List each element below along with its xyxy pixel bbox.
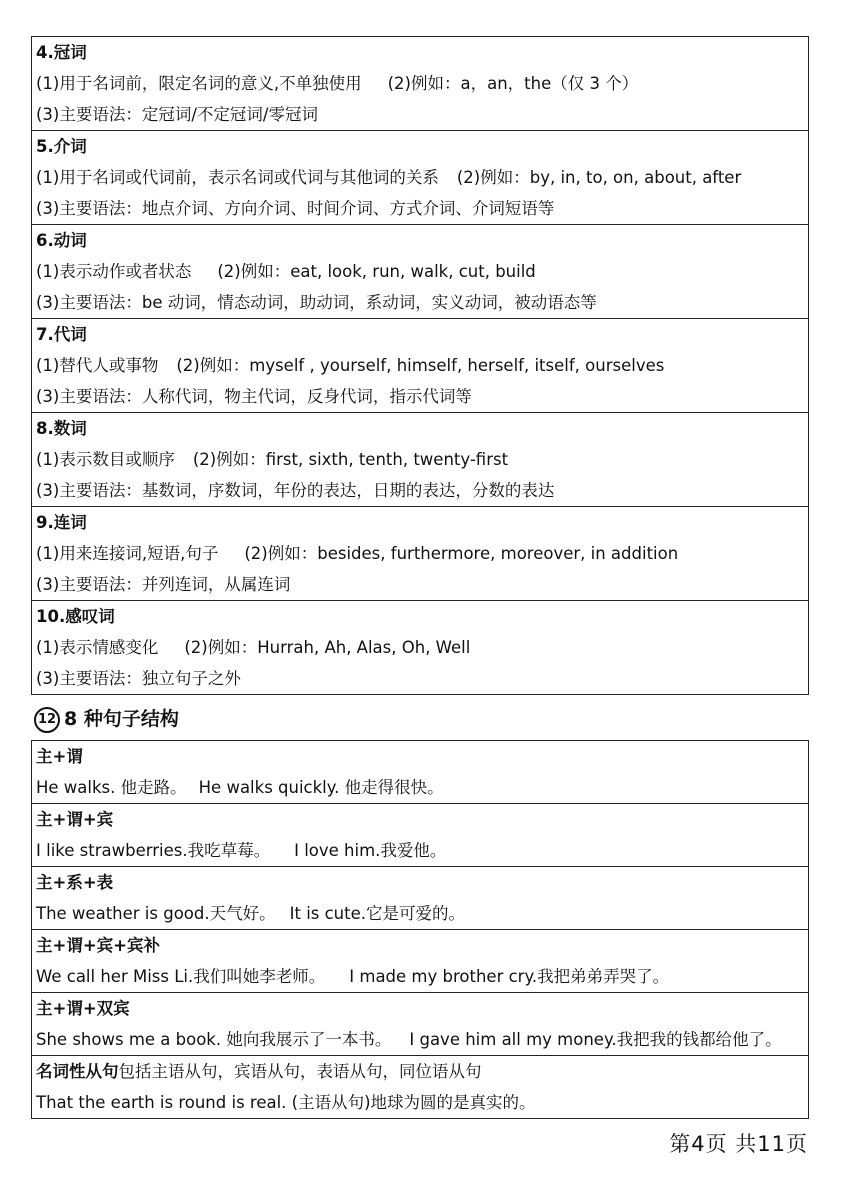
section-preposition [32, 130, 808, 224]
structure-svoc [32, 929, 808, 992]
structure-svc [32, 866, 808, 929]
page-middle: 页 共 [705, 1132, 758, 1156]
noun-clause-title-row [32, 1056, 808, 1087]
structure-examples [32, 835, 808, 866]
examples-text: (2)例如：first, sixth, tenth, twenty-first [192, 450, 509, 469]
usage-text: (1)替代人或事物 [36, 356, 159, 375]
usage-text: (1)表示数目或顺序 [36, 450, 175, 469]
section-title: 7.代词 [36, 325, 87, 344]
structure-examples [32, 961, 808, 992]
section-usage-row [32, 68, 808, 99]
example-text: I gave him all my money.我把我的钱都给他了。 [409, 1030, 782, 1049]
section-usage-row [32, 444, 808, 475]
section-interjection [32, 600, 808, 694]
structure-title: 主+谓+宾+宾补 [36, 936, 160, 955]
section-grammar: (3)主要语法：be 动词，情态动词，助动词，系动词，实义动词，被动语态等 [36, 293, 597, 312]
page-footer [669, 1128, 808, 1158]
structure-svoo [32, 992, 808, 1055]
parts-of-speech-table [31, 36, 809, 695]
section-verb [32, 224, 808, 318]
examples-text: (2)例如：Hurrah, Ah, Alas, Oh, Well [184, 638, 471, 657]
examples-text: (2)例如：eat, look, run, walk, cut, build [217, 262, 536, 281]
example-text: It is cute.它是可爱的。 [289, 904, 466, 923]
section-grammar: (3)主要语法：地点介词、方向介词、时间介词、方式介词、介词短语等 [36, 199, 555, 218]
examples-text: (2)例如：myself , yourself, himself, herself, itself, ourselves [176, 356, 665, 375]
page-suffix: 页 [786, 1132, 808, 1156]
section-usage-row [32, 538, 808, 569]
usage-text: (1)用来连接词,短语,句子 [36, 544, 219, 563]
example-text: He walks. 他走路。 [36, 778, 187, 797]
structure-title: 主+系+表 [36, 873, 114, 892]
structure-examples [32, 1024, 808, 1055]
structure-examples [32, 898, 808, 929]
example-text: The weather is good.天气好。 [36, 904, 276, 923]
section-grammar: (3)主要语法：基数词，序数词，年份的表达，日期的表达，分数的表达 [36, 481, 555, 500]
sentence-structures-table [31, 740, 809, 1119]
example-text: She shows me a book. 她向我展示了一本书。 [36, 1030, 392, 1049]
section-article [32, 37, 808, 130]
example-text: He walks quickly. 他走得很快。 [198, 778, 444, 797]
section-title: 4.冠词 [36, 43, 87, 62]
page-prefix: 第 [669, 1132, 692, 1156]
section-title: 6.动词 [36, 231, 87, 250]
structure-title: 主+谓+双宾 [36, 999, 130, 1018]
structure-sv [32, 741, 808, 803]
section-numeral [32, 412, 808, 506]
noun-clause-title: 名词性从句 [36, 1062, 119, 1081]
section-heading [34, 702, 179, 736]
structure-svo [32, 803, 808, 866]
examples-text: (2)例如：a，an，the（仅 3 个） [387, 74, 639, 93]
usage-text: (1)用于名词前，限定名词的意义,不单独使用 [36, 74, 362, 93]
usage-text: (1)用于名词或代词前，表示名词或代词与其他词的关系 [36, 168, 439, 187]
example-text: I love him.我爱他。 [294, 841, 447, 860]
section-grammar: (3)主要语法：并列连词，从属连词 [36, 575, 291, 594]
section-usage-row [32, 162, 808, 193]
page-number: 4 [691, 1132, 706, 1156]
structure-noun-clause [32, 1055, 808, 1118]
section-title: 10.感叹词 [36, 607, 115, 626]
structure-title: 主+谓 [36, 747, 83, 766]
example-text: I like strawberries.我吃草莓。 [36, 841, 271, 860]
section-usage-row [32, 256, 808, 287]
circled-number: 12 [34, 707, 60, 733]
structure-title: 主+谓+宾 [36, 810, 114, 829]
usage-text: (1)表示情感变化 [36, 638, 159, 657]
example-text: We call her Miss Li.我们叫她李老师。 [36, 967, 326, 986]
total-pages: 11 [757, 1132, 786, 1156]
section-heading-title: 8 种句子结构 [64, 708, 179, 730]
section-grammar: (3)主要语法：定冠词/不定冠词/零冠词 [36, 105, 318, 124]
section-title: 9.连词 [36, 513, 87, 532]
section-pronoun [32, 318, 808, 412]
examples-text: (2)例如：by, in, to, on, about, after [456, 168, 742, 187]
structure-examples [32, 772, 808, 803]
section-title: 5.介词 [36, 137, 87, 156]
usage-text: (1)表示动作或者状态 [36, 262, 192, 281]
section-conjunction [32, 506, 808, 600]
section-grammar: (3)主要语法：人称代词，物主代词，反身代词，指示代词等 [36, 387, 472, 406]
section-usage-row [32, 632, 808, 663]
section-title: 8.数词 [36, 419, 87, 438]
noun-clause-example: That the earth is round is real. (主语从句)地球为圆的是真实的。 [36, 1093, 536, 1112]
examples-text: (2)例如：besides, furthermore, moreover, in addition [244, 544, 679, 563]
noun-clause-description: 包括主语从句，宾语从句，表语从句，同位语从句 [118, 1062, 482, 1081]
section-usage-row [32, 350, 808, 381]
section-grammar: (3)主要语法：独立句子之外 [36, 669, 241, 688]
example-text: I made my brother cry.我把弟弟弄哭了。 [349, 967, 670, 986]
